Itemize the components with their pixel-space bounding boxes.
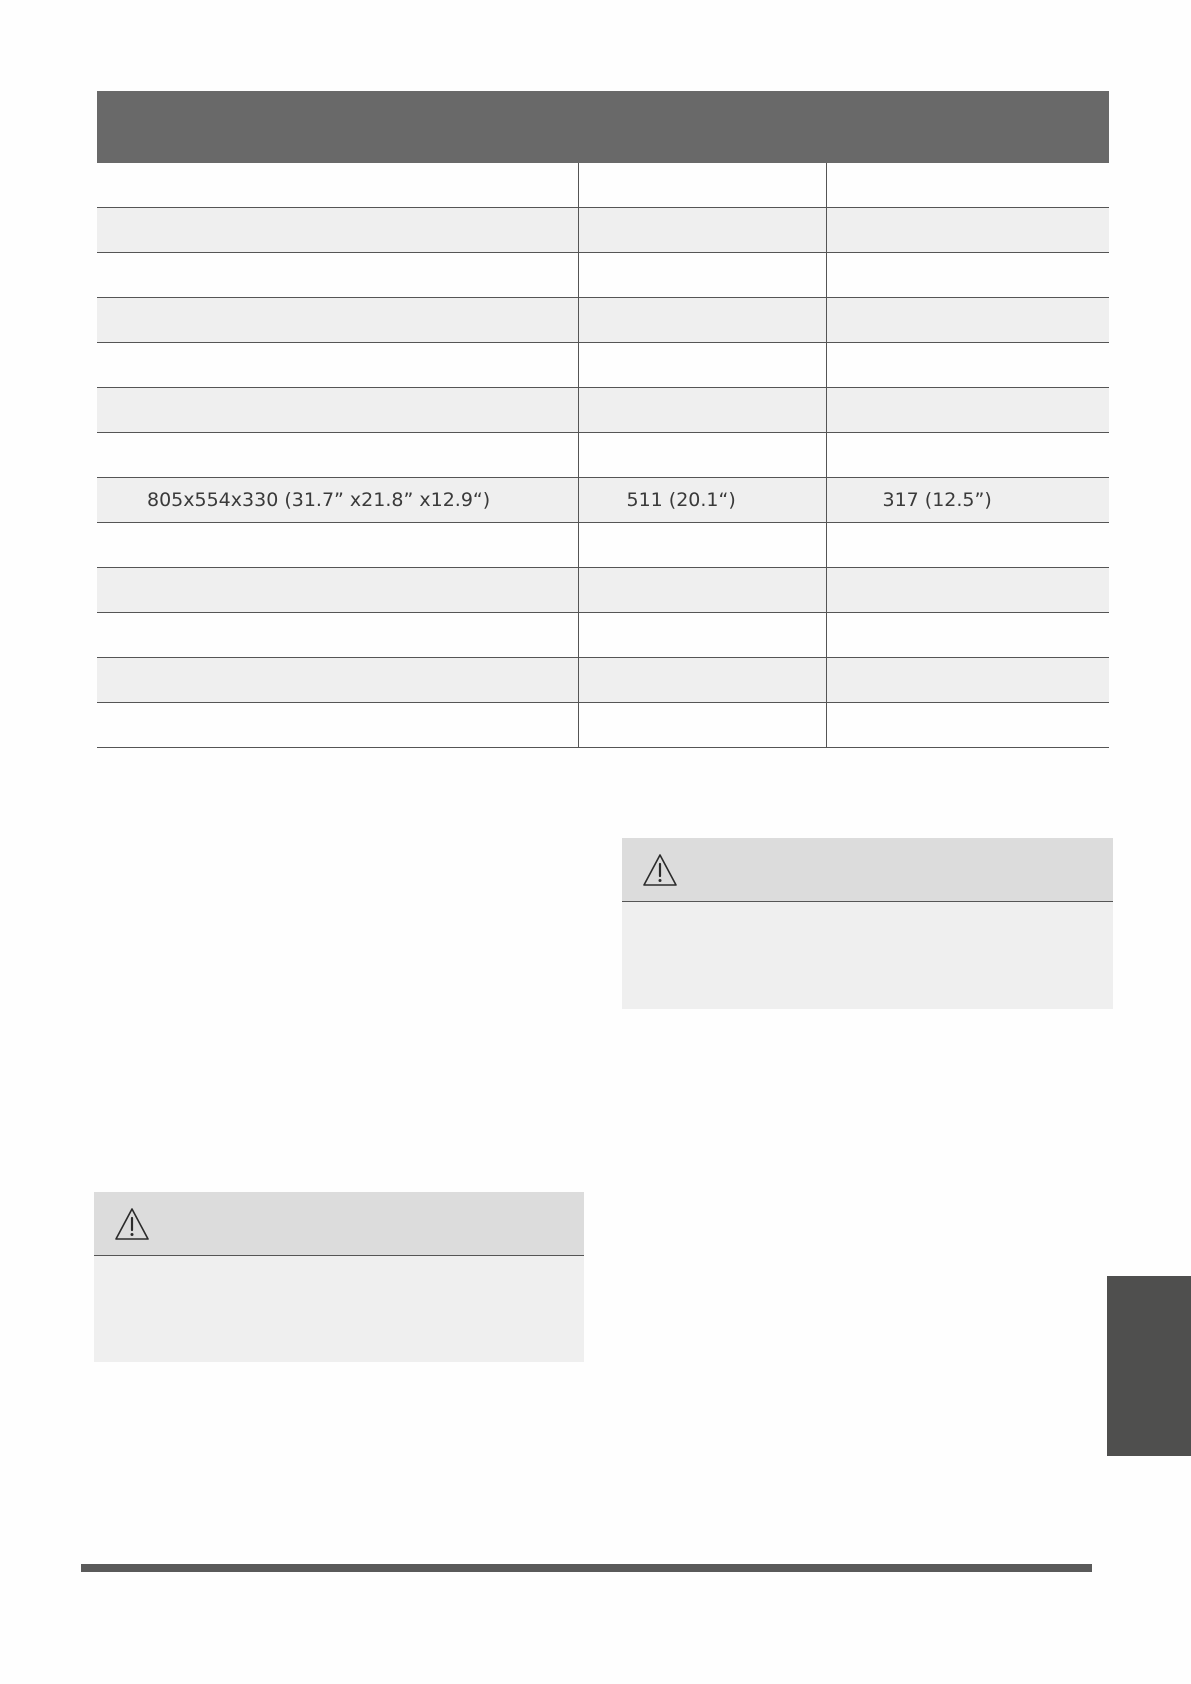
table-cell <box>826 388 1109 433</box>
table-cell <box>578 523 826 568</box>
warning-box <box>622 838 1113 1009</box>
table-row <box>97 253 1109 298</box>
table-row <box>97 613 1109 658</box>
table-cell <box>97 343 578 388</box>
table-cell <box>826 343 1109 388</box>
table-cell <box>826 613 1109 658</box>
table-row-dimensions <box>97 478 1109 523</box>
table-cell <box>826 523 1109 568</box>
table-row <box>97 298 1109 343</box>
table-cell <box>578 253 826 298</box>
table-cell <box>97 703 578 748</box>
table-cell <box>578 703 826 748</box>
table-cell <box>578 298 826 343</box>
table-cell <box>97 568 578 613</box>
table-cell <box>578 388 826 433</box>
footer-rule <box>81 1564 1092 1572</box>
table-cell <box>826 433 1109 478</box>
table-cell <box>97 388 578 433</box>
table-row <box>97 523 1109 568</box>
table-cell <box>97 523 578 568</box>
table-row <box>97 343 1109 388</box>
warning-triangle-icon <box>642 853 678 887</box>
table-cell <box>97 658 578 703</box>
dimension-value-cell: 317 (12.5”) <box>826 478 1109 523</box>
table-row <box>97 568 1109 613</box>
table-row <box>97 658 1109 703</box>
table-cell <box>97 253 578 298</box>
spec-table <box>97 163 1109 748</box>
warning-box <box>94 1192 584 1362</box>
table-cell <box>97 163 578 208</box>
table-row <box>97 703 1109 748</box>
table-cell <box>578 343 826 388</box>
table-cell <box>578 163 826 208</box>
table-cell <box>97 208 578 253</box>
table-cell <box>578 433 826 478</box>
table-cell <box>97 613 578 658</box>
table-cell <box>826 163 1109 208</box>
section-side-tab <box>1107 1276 1191 1456</box>
table-row <box>97 388 1109 433</box>
table-row <box>97 208 1109 253</box>
table-row <box>97 433 1109 478</box>
dimensions-cell: 805x554x330 (31.7” x21.8” x12.9“) <box>97 478 578 523</box>
table-cell <box>826 703 1109 748</box>
table-row <box>97 163 1109 208</box>
table-cell <box>578 568 826 613</box>
table-cell <box>578 658 826 703</box>
table-cell <box>826 658 1109 703</box>
warning-triangle-icon <box>114 1207 150 1241</box>
table-cell <box>97 433 578 478</box>
warning-box-header <box>94 1192 584 1256</box>
dimension-value-cell: 511 (20.1“) <box>578 478 826 523</box>
table-cell <box>826 298 1109 343</box>
table-cell <box>97 298 578 343</box>
table-cell <box>578 613 826 658</box>
warning-box-header <box>622 838 1113 902</box>
table-cell <box>826 253 1109 298</box>
table-cell <box>826 568 1109 613</box>
table-cell <box>578 208 826 253</box>
table-cell <box>826 208 1109 253</box>
spec-table-header-bar <box>97 91 1109 163</box>
